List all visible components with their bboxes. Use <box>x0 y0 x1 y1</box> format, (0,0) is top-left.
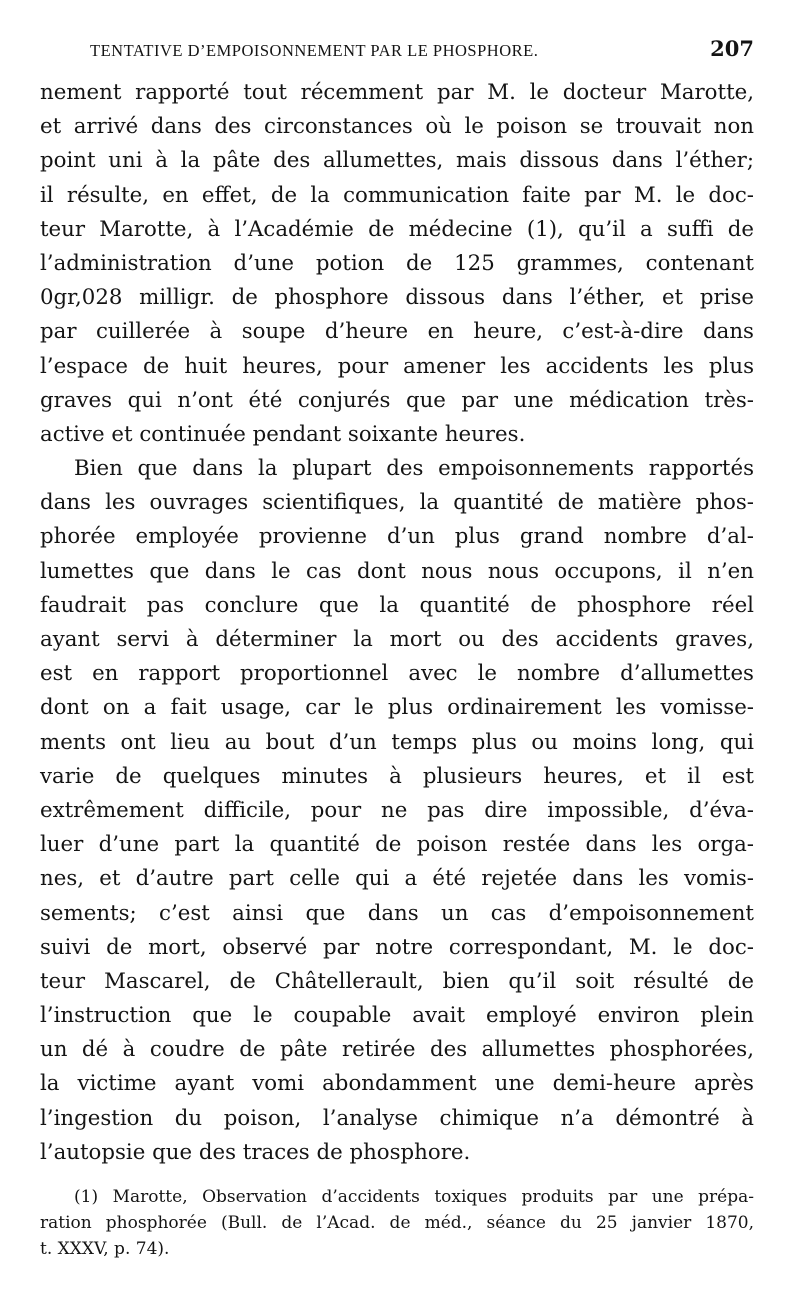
text-line: sements; c’est ainsi que dans un cas d’empoisonnement <box>40 900 754 926</box>
text-line: varie de quelques minutes à plusieurs heures, et il est <box>40 763 754 789</box>
text-line: est en rapport proportionnel avec le nombre d’allumettes <box>40 661 754 687</box>
footnote-line: t. XXXV, p. 74). <box>40 1239 170 1259</box>
text-line: faudrait pas conclure que la quantité de phosphore réel <box>40 592 754 618</box>
text-line: extrêmement difficile, pour ne pas dire impossible, d’éva- <box>40 797 754 823</box>
text-line: luer d’une part la quantité de poison restée dans les orga- <box>40 832 754 858</box>
text-line: graves qui n’ont été conjurés que par une médication très- <box>40 387 754 413</box>
text-line: il résulte, en effet, de la communication faite par M. le doc- <box>40 182 754 208</box>
text-line: la victime ayant vomi abondamment une demi-heure après <box>40 1071 754 1097</box>
paragraph-2 <box>40 452 754 1170</box>
text-line: l’ingestion du poison, l’analyse chimique n’a démontré à <box>40 1105 754 1131</box>
text-line: par cuillerée à soupe d’heure en heure, c’est-à-dire dans <box>40 319 754 345</box>
text-line: phorée employée provienne d’un plus grand nombre d’al- <box>40 524 754 550</box>
paragraph-1 <box>40 76 754 452</box>
text-line: teur Mascarel, de Châtellerault, bien qu’il soit résulté de <box>40 968 754 994</box>
text-line: point uni à la pâte des allumettes, mais dissous dans l’éther; <box>40 148 754 174</box>
text-line: nes, et d’autre part celle qui a été rejetée dans les vomis- <box>40 866 754 892</box>
text-line: dans les ouvrages scientifiques, la quantité de matière phos- <box>40 490 754 516</box>
text-line: Bien que dans la plupart des empoisonnements rapportés <box>74 456 754 482</box>
text-line: et arrivé dans des circonstances où le poison se trouvait non <box>40 114 754 140</box>
book-page <box>40 36 754 1276</box>
footnote-line: ration phosphorée (Bull. de l’Acad. de méd., séance du 25 janvier 1870, <box>40 1213 754 1233</box>
text-line: ayant servi à déterminer la mort ou des accidents graves, <box>40 627 754 652</box>
text-line: 0gr,028 milligr. de phosphore dissous dans l’éther, et prise <box>40 285 754 311</box>
text-line: l’instruction que le coupable avait employé environ plein <box>40 1003 754 1029</box>
text-line: l’espace de huit heures, pour amener les accidents les plus <box>40 353 754 379</box>
text-line: l’administration d’une potion de 125 grammes, contenant <box>40 250 754 276</box>
page-number: 207 <box>710 36 754 61</box>
text-line: suivi de mort, observé par notre correspondant, M. le doc- <box>40 934 754 960</box>
text-line: teur Marotte, à l’Académie de médecine (1), qu’il a suffi de <box>40 216 754 242</box>
text-line: active et continuée pendant soixante heures. <box>40 421 526 447</box>
text-line: nement rapporté tout récemment par M. le docteur Marotte, <box>40 80 754 105</box>
footnote <box>40 1184 754 1262</box>
text-line: dont on a fait usage, car le plus ordinairement les vomisse- <box>40 695 754 721</box>
body-text <box>40 76 754 1170</box>
text-line: un dé à coudre de pâte retirée des allumettes phosphorées, <box>40 1037 754 1063</box>
footnote-line: (1) Marotte, Observation d’accidents toxiques produits par une prépa- <box>74 1187 754 1207</box>
text-line: lumettes que dans le cas dont nous nous occupons, il n’en <box>40 558 754 584</box>
text-line: l’autopsie que des traces de phosphore. <box>40 1139 471 1165</box>
running-title: TENTATIVE D’EMPOISONNEMENT PAR LE PHOSPHORE. <box>90 41 539 60</box>
text-line: ments ont lieu au bout d’un temps plus ou moins long, qui <box>40 729 754 755</box>
running-header <box>90 36 754 76</box>
